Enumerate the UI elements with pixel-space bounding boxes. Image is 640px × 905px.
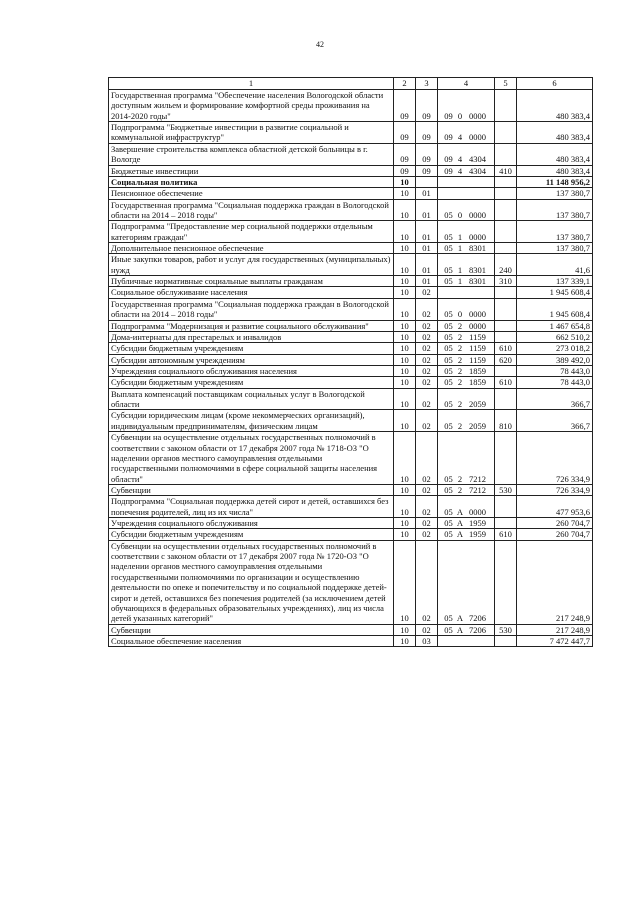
article-subprogram-code: А [456, 518, 464, 529]
cell-subsection: 02 [416, 432, 438, 485]
cell-subsection: 09 [416, 122, 438, 144]
cell-name: Субвенции [109, 624, 394, 635]
article-subprogram-code: 2 [457, 399, 463, 410]
cell-subsection: 01 [416, 254, 438, 276]
cell-section: 10 [394, 377, 416, 388]
article-subprogram-code: 2 [457, 420, 463, 431]
cell-target-article [438, 199, 495, 221]
cell-subsection: 01 [416, 276, 438, 287]
table-row [109, 176, 593, 187]
cell-amount: 1 467 654,8 [517, 320, 593, 331]
cell-subsection: 02 [416, 331, 438, 342]
cell-name: Субвенции на осуществление отдельных государственных полномочий в соответствии с законом области от 17 декабря 2007 года № 1718-ОЗ "О наделении органов местного самоуправления отдельными государственными полномочиями в сфере социальной защиты населения области" [109, 432, 394, 485]
cell-name: Социальное обеспечение населения [109, 635, 394, 646]
cell-expense-type [495, 331, 517, 342]
header-cell: 6 [517, 78, 593, 90]
cell-expense-type [495, 221, 517, 243]
table-row [109, 287, 593, 298]
cell-target-article [438, 188, 495, 199]
cell-expense-type [495, 635, 517, 646]
article-program-code: 05 [444, 399, 453, 410]
cell-amount: 11 148 956,2 [517, 176, 593, 187]
cell-target-article [438, 354, 495, 365]
cell-name: Субсидии бюджетным учреждениям [109, 343, 394, 354]
cell-target-article [438, 624, 495, 635]
article-program-code: 05 [444, 331, 453, 342]
article-direction-code: 0000 [469, 209, 486, 220]
article-direction-code: 7206 [469, 624, 486, 635]
cell-name: Социальная политика [109, 176, 394, 187]
cell-amount: 480 383,4 [517, 122, 593, 144]
cell-amount: 137 339,1 [517, 276, 593, 287]
article-direction-code: 0000 [469, 110, 486, 121]
cell-subsection: 01 [416, 243, 438, 254]
cell-name: Подпрограмма "Социальная поддержка детей сирот и детей, оставшихся без попечения родителей, лиц из их числа" [109, 496, 394, 518]
cell-amount: 480 383,4 [517, 143, 593, 165]
article-subprogram-code: А [456, 506, 464, 517]
cell-subsection: 01 [416, 188, 438, 199]
cell-subsection: 02 [416, 624, 438, 635]
table-row [109, 188, 593, 199]
cell-name: Учреждения социального обслуживания населения [109, 365, 394, 376]
cell-target-article [438, 388, 495, 410]
cell-name: Подпрограмма "Предоставление мер социальной поддержки отдельным категориям граждан" [109, 221, 394, 243]
cell-target-article [438, 518, 495, 529]
article-subprogram-code: 4 [457, 132, 463, 143]
article-direction-code: 1959 [469, 518, 486, 529]
cell-target-article [438, 343, 495, 354]
cell-name: Бюджетные инвестиции [109, 165, 394, 176]
cell-amount: 217 248,9 [517, 624, 593, 635]
cell-expense-type: 610 [495, 343, 517, 354]
cell-expense-type: 610 [495, 529, 517, 540]
article-program-code: 05 [444, 518, 453, 529]
cell-expense-type [495, 243, 517, 254]
article-program-code: 05 [444, 613, 453, 624]
cell-amount: 78 443,0 [517, 377, 593, 388]
table-row [109, 276, 593, 287]
cell-expense-type: 810 [495, 410, 517, 432]
cell-target-article [438, 635, 495, 646]
cell-subsection: 02 [416, 484, 438, 495]
cell-subsection: 09 [416, 90, 438, 122]
table-row [109, 343, 593, 354]
article-subprogram-code: 0 [457, 110, 463, 121]
cell-name: Государственная программа "Социальная поддержка граждан в Вологодской области на 2014 – 2018 годы" [109, 298, 394, 320]
cell-subsection: 02 [416, 496, 438, 518]
header-cell: 3 [416, 78, 438, 90]
table-row [109, 518, 593, 529]
cell-subsection: 02 [416, 365, 438, 376]
header-row [109, 78, 593, 90]
article-program-code: 05 [444, 343, 453, 354]
cell-subsection: 02 [416, 354, 438, 365]
cell-amount: 41,6 [517, 254, 593, 276]
cell-subsection: 02 [416, 518, 438, 529]
cell-expense-type [495, 388, 517, 410]
cell-section: 10 [394, 276, 416, 287]
article-direction-code: 0000 [469, 231, 486, 242]
cell-name: Субсидии бюджетным учреждениям [109, 529, 394, 540]
cell-section: 10 [394, 243, 416, 254]
table-row [109, 354, 593, 365]
cell-amount: 273 018,2 [517, 343, 593, 354]
article-program-code: 05 [444, 420, 453, 431]
header-cell: 4 [438, 78, 495, 90]
cell-subsection: 01 [416, 221, 438, 243]
cell-name: Выплата компенсаций поставщикам социальных услуг в Вологодской области [109, 388, 394, 410]
cell-amount: 260 704,7 [517, 518, 593, 529]
cell-expense-type [495, 496, 517, 518]
cell-amount: 137 380,7 [517, 243, 593, 254]
cell-name: Субсидии автономным учреждениям [109, 354, 394, 365]
cell-section: 10 [394, 365, 416, 376]
cell-target-article [438, 377, 495, 388]
article-direction-code: 7206 [469, 613, 486, 624]
article-subprogram-code: 2 [457, 365, 463, 376]
article-program-code: 09 [444, 110, 453, 121]
cell-amount: 137 380,7 [517, 221, 593, 243]
cell-section: 10 [394, 388, 416, 410]
budget-table [108, 77, 593, 647]
header-cell: 1 [109, 78, 394, 90]
table-row [109, 320, 593, 331]
article-program-code: 05 [444, 231, 453, 242]
cell-expense-type [495, 287, 517, 298]
article-subprogram-code: 4 [457, 165, 463, 176]
cell-name: Завершение строительства комплекса областной детской больницы в г. Вологде [109, 143, 394, 165]
article-program-code: 09 [444, 154, 453, 165]
article-program-code: 09 [444, 165, 453, 176]
article-subprogram-code: 2 [457, 473, 463, 484]
cell-subsection: 02 [416, 529, 438, 540]
article-program-code: 05 [444, 529, 453, 540]
cell-section: 10 [394, 540, 416, 624]
article-direction-code: 1159 [469, 343, 486, 354]
article-program-code: 05 [444, 473, 453, 484]
cell-section: 10 [394, 354, 416, 365]
table-row [109, 221, 593, 243]
cell-expense-type: 610 [495, 377, 517, 388]
cell-target-article [438, 276, 495, 287]
cell-subsection: 02 [416, 287, 438, 298]
table-row [109, 529, 593, 540]
article-direction-code: 8301 [469, 264, 486, 275]
article-program-code: 05 [444, 209, 453, 220]
cell-section: 10 [394, 624, 416, 635]
header-cell: 5 [495, 78, 517, 90]
cell-name: Иные закупки товаров, работ и услуг для государственных (муниципальных) нужд [109, 254, 394, 276]
article-subprogram-code: А [456, 613, 464, 624]
cell-expense-type [495, 432, 517, 485]
article-direction-code: 2059 [469, 399, 486, 410]
cell-target-article [438, 331, 495, 342]
cell-target-article [438, 298, 495, 320]
article-direction-code: 1959 [469, 529, 486, 540]
article-subprogram-code: 1 [457, 264, 463, 275]
cell-name: Подпрограмма "Бюджетные инвестиции в развитие социальной и коммунальной инфраструктур" [109, 122, 394, 144]
cell-target-article [438, 496, 495, 518]
cell-subsection: 02 [416, 298, 438, 320]
cell-amount: 480 383,4 [517, 165, 593, 176]
cell-expense-type [495, 320, 517, 331]
article-program-code: 05 [444, 276, 453, 287]
article-subprogram-code: 1 [457, 276, 463, 287]
article-direction-code: 1859 [469, 365, 486, 376]
cell-section: 10 [394, 432, 416, 485]
cell-name: Субвенции на осуществлении отдельных государственных полномочий в соответствии с законом области от 17 декабря 2007 года № 1720-ОЗ "О наделении органов местного самоуправления отдельными государственными полномочиями по организации и осуществлению деятельности по опеке и попечительству и по социальной поддержке детей-сирот и детей, оставшихся без попечения родителей (за исключением детей обучающихся в федеральных образовательных учреждениях), лиц из числа детей указанных категорий" [109, 540, 394, 624]
article-direction-code: 8301 [469, 276, 486, 287]
table-row [109, 122, 593, 144]
article-subprogram-code: 2 [457, 377, 463, 388]
cell-amount: 260 704,7 [517, 529, 593, 540]
article-program-code: 05 [444, 624, 453, 635]
cell-amount: 78 443,0 [517, 365, 593, 376]
article-direction-code: 0000 [469, 320, 486, 331]
article-direction-code: 1859 [469, 377, 486, 388]
article-direction-code: 1159 [469, 354, 486, 365]
cell-target-article [438, 484, 495, 495]
cell-name: Субвенции [109, 484, 394, 495]
article-direction-code: 0000 [469, 132, 486, 143]
cell-target-article [438, 165, 495, 176]
cell-amount: 366,7 [517, 410, 593, 432]
cell-amount: 726 334,9 [517, 432, 593, 485]
cell-target-article [438, 529, 495, 540]
cell-section: 09 [394, 143, 416, 165]
cell-subsection: 02 [416, 320, 438, 331]
cell-section: 10 [394, 287, 416, 298]
cell-subsection: 02 [416, 410, 438, 432]
article-program-code: 05 [444, 506, 453, 517]
cell-section: 10 [394, 484, 416, 495]
article-subprogram-code: 1 [457, 243, 463, 254]
cell-target-article [438, 365, 495, 376]
article-program-code: 09 [444, 132, 453, 143]
cell-target-article [438, 287, 495, 298]
cell-subsection: 02 [416, 540, 438, 624]
cell-amount: 726 334,9 [517, 484, 593, 495]
cell-amount: 389 492,0 [517, 354, 593, 365]
cell-section: 10 [394, 343, 416, 354]
cell-name: Дополнительное пенсионное обеспечение [109, 243, 394, 254]
cell-subsection: 02 [416, 343, 438, 354]
cell-target-article [438, 143, 495, 165]
cell-section: 10 [394, 320, 416, 331]
cell-name: Субсидии юридическим лицам (кроме некоммерческих организаций), индивидуальным предпринимателям, физическим лицам [109, 410, 394, 432]
cell-section: 09 [394, 122, 416, 144]
article-program-code: 05 [444, 320, 453, 331]
cell-section: 10 [394, 298, 416, 320]
cell-subsection: 03 [416, 635, 438, 646]
table-row [109, 365, 593, 376]
table-row [109, 298, 593, 320]
cell-expense-type [495, 188, 517, 199]
article-subprogram-code: 2 [457, 343, 463, 354]
cell-subsection: 01 [416, 199, 438, 221]
cell-target-article [438, 122, 495, 144]
cell-name: Публичные нормативные социальные выплаты гражданам [109, 276, 394, 287]
article-subprogram-code: 2 [457, 484, 463, 495]
table-row [109, 143, 593, 165]
cell-amount: 137 380,7 [517, 199, 593, 221]
cell-subsection: 09 [416, 165, 438, 176]
cell-section: 09 [394, 165, 416, 176]
article-direction-code: 4304 [469, 154, 486, 165]
cell-target-article [438, 540, 495, 624]
cell-section: 09 [394, 90, 416, 122]
header-cell: 2 [394, 78, 416, 90]
cell-target-article [438, 320, 495, 331]
cell-expense-type: 620 [495, 354, 517, 365]
cell-section: 10 [394, 496, 416, 518]
article-program-code: 05 [444, 264, 453, 275]
table-row [109, 388, 593, 410]
article-direction-code: 7212 [469, 473, 486, 484]
table-row [109, 243, 593, 254]
cell-expense-type: 530 [495, 484, 517, 495]
cell-amount: 7 472 447,7 [517, 635, 593, 646]
table-row [109, 624, 593, 635]
cell-name: Государственная программа "Социальная поддержка граждан в Вологодской области на 2014 – 2018 годы" [109, 199, 394, 221]
cell-amount: 1 945 608,4 [517, 298, 593, 320]
cell-section: 10 [394, 188, 416, 199]
page-number: 42 [316, 40, 324, 49]
cell-target-article [438, 243, 495, 254]
cell-section: 10 [394, 199, 416, 221]
cell-expense-type: 240 [495, 254, 517, 276]
cell-target-article [438, 410, 495, 432]
cell-name: Подпрограмма "Модернизация и развитие социального обслуживания" [109, 320, 394, 331]
cell-section: 10 [394, 410, 416, 432]
cell-section: 10 [394, 221, 416, 243]
table-row [109, 90, 593, 122]
article-subprogram-code: 2 [457, 320, 463, 331]
article-direction-code: 4304 [469, 165, 486, 176]
cell-target-article [438, 176, 495, 187]
table-row [109, 254, 593, 276]
article-subprogram-code: 2 [457, 331, 463, 342]
cell-name: Дома-интернаты для престарелых и инвалидов [109, 331, 394, 342]
cell-amount: 477 953,6 [517, 496, 593, 518]
cell-amount: 480 383,4 [517, 90, 593, 122]
article-program-code: 05 [444, 377, 453, 388]
table-row [109, 484, 593, 495]
cell-expense-type [495, 518, 517, 529]
cell-subsection [416, 176, 438, 187]
table-row [109, 496, 593, 518]
article-subprogram-code: А [456, 529, 464, 540]
article-subprogram-code: 0 [457, 209, 463, 220]
cell-section: 10 [394, 176, 416, 187]
article-program-code: 05 [444, 484, 453, 495]
cell-expense-type: 410 [495, 165, 517, 176]
table-row [109, 165, 593, 176]
article-program-code: 05 [444, 354, 453, 365]
cell-name: Пенсионное обеспечение [109, 188, 394, 199]
article-direction-code: 0000 [469, 309, 486, 320]
article-program-code: 05 [444, 309, 453, 320]
table-row [109, 331, 593, 342]
table-row [109, 432, 593, 485]
cell-section: 10 [394, 254, 416, 276]
cell-amount: 137 380,7 [517, 188, 593, 199]
table-row [109, 540, 593, 624]
article-subprogram-code: 4 [457, 154, 463, 165]
cell-expense-type [495, 176, 517, 187]
article-program-code: 05 [444, 365, 453, 376]
cell-expense-type [495, 143, 517, 165]
table-row [109, 410, 593, 432]
cell-target-article [438, 432, 495, 485]
cell-target-article [438, 221, 495, 243]
table-row [109, 377, 593, 388]
article-direction-code: 8301 [469, 243, 486, 254]
article-subprogram-code: 0 [457, 309, 463, 320]
cell-expense-type: 530 [495, 624, 517, 635]
cell-expense-type: 310 [495, 276, 517, 287]
cell-amount: 662 510,2 [517, 331, 593, 342]
cell-amount: 1 945 608,4 [517, 287, 593, 298]
article-direction-code: 1159 [469, 331, 486, 342]
cell-section: 10 [394, 331, 416, 342]
cell-amount: 366,7 [517, 388, 593, 410]
table-row [109, 635, 593, 646]
table-row [109, 199, 593, 221]
cell-subsection: 09 [416, 143, 438, 165]
cell-subsection: 02 [416, 377, 438, 388]
cell-section: 10 [394, 635, 416, 646]
cell-target-article [438, 254, 495, 276]
cell-expense-type [495, 122, 517, 144]
cell-expense-type [495, 298, 517, 320]
cell-name: Субсидии бюджетным учреждениям [109, 377, 394, 388]
cell-subsection: 02 [416, 388, 438, 410]
cell-target-article [438, 90, 495, 122]
cell-expense-type [495, 199, 517, 221]
cell-section: 10 [394, 529, 416, 540]
article-subprogram-code: 1 [457, 231, 463, 242]
article-direction-code: 2059 [469, 420, 486, 431]
article-direction-code: 7212 [469, 484, 486, 495]
cell-section: 10 [394, 518, 416, 529]
article-subprogram-code: 2 [457, 354, 463, 365]
cell-name: Государственная программа "Обеспечение населения Вологодской области доступным жильем и формирование комфортной среды проживания на 2014-2020 годы" [109, 90, 394, 122]
article-direction-code: 0000 [469, 506, 486, 517]
article-program-code: 05 [444, 243, 453, 254]
cell-expense-type [495, 365, 517, 376]
cell-expense-type [495, 540, 517, 624]
article-subprogram-code: А [456, 624, 464, 635]
cell-amount: 217 248,9 [517, 540, 593, 624]
cell-name: Учреждения социального обслуживания [109, 518, 394, 529]
cell-name: Социальное обслуживание населения [109, 287, 394, 298]
cell-expense-type [495, 90, 517, 122]
